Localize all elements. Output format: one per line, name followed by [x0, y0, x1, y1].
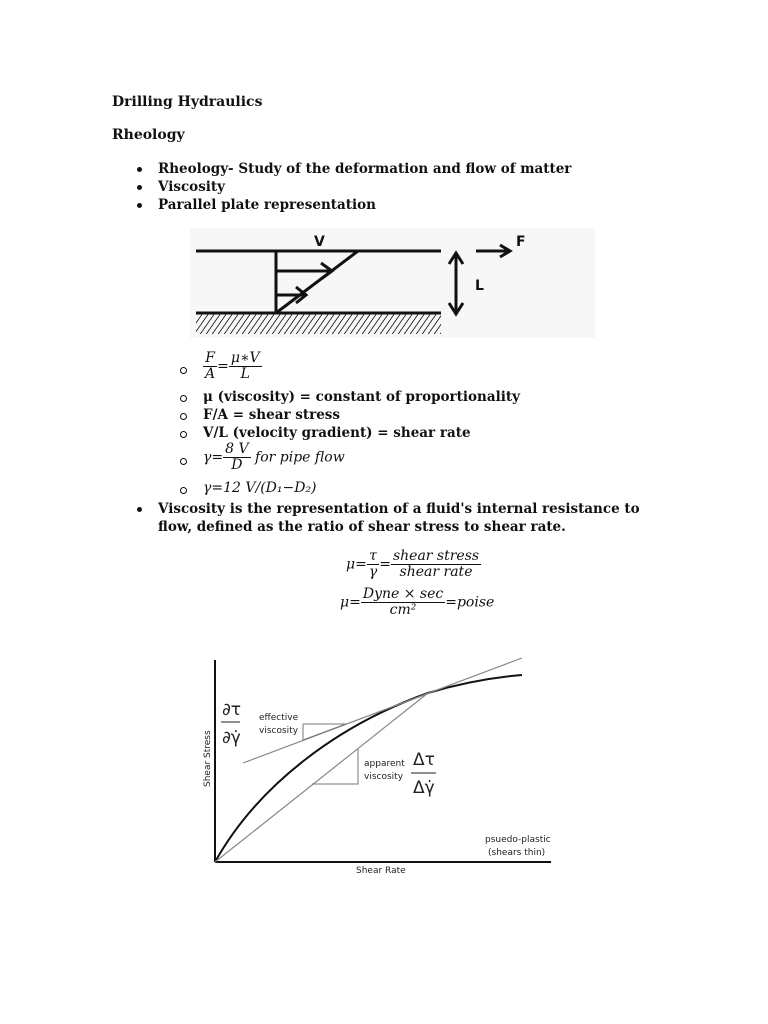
equation-poise-units: μ= $\frac{\text{Dyne × sec}}{\text{cm²}}$ =poise [340, 586, 495, 618]
effective-label-line1: effective [259, 713, 299, 723]
parallel-plate-diagram [190, 228, 595, 338]
derivative-numerator: ∂τ [222, 700, 242, 720]
bullet-dot [137, 185, 142, 190]
bullet-dot [137, 203, 142, 208]
effective-label-line2: viscosity [259, 726, 299, 736]
equation-viscosity-ratio: μ= $\frac{\tau}{\gamma}$ = $\frac{\text{shear stress}}{\text{shear rate}}$ [346, 548, 480, 580]
apparent-label-line1: apparent [364, 759, 405, 769]
sub-bullet-circle [180, 413, 187, 420]
derivative-denominator: ∂γ̇ [222, 728, 241, 748]
equation-pipe-flow: γ= $\frac{8 V}{D}$ for pipe flow [203, 441, 345, 473]
sub-bullet-circle [180, 367, 187, 374]
curve-label-line1: psuedo-plastic [485, 835, 551, 845]
curve-label-line2: (shears thin) [488, 848, 546, 858]
apparent-label-line2: viscosity [364, 772, 404, 782]
force-label: F [516, 234, 526, 250]
viscosity-definition: Viscosity is the representation of a fluid's internal resistance to flow, defined as the ratio of shear stress to shear rate. [158, 501, 640, 535]
delta-numerator: Δτ [413, 750, 435, 770]
bullet-parallel-plate: Parallel plate representation [158, 197, 376, 213]
bullet-rheology: Rheology- Study of the deformation and flow of matter [158, 161, 572, 177]
equation-f-over-a: $\frac{F}{A}$ = $\frac{\mu∗V}{L}$ [205, 350, 260, 382]
sub-bullet-shear-rate: V/L (velocity gradient) = shear rate [203, 425, 471, 441]
sub-bullet-shear-stress: F/A = shear stress [203, 407, 341, 423]
bullet-dot [137, 167, 142, 172]
document-title: Drilling Hydraulics [112, 94, 263, 110]
delta-denominator: Δγ̇ [413, 778, 435, 798]
bullet-dot [137, 507, 142, 512]
fixed-wall-hatching [196, 314, 441, 334]
velocity-label: V [314, 234, 325, 250]
sub-bullet-mu-definition: μ (viscosity) = constant of proportionality [203, 389, 520, 405]
bullet-viscosity: Viscosity [158, 179, 225, 195]
shear-stress-graph [198, 655, 563, 880]
sub-bullet-circle [180, 395, 187, 402]
gap-label: L [475, 278, 484, 294]
sub-bullet-circle [180, 487, 187, 494]
sub-bullet-circle [180, 431, 187, 438]
y-axis-label: Shear Stress [203, 730, 213, 787]
sub-bullet-circle [180, 458, 187, 465]
equation-annulus: γ=12 V/(D₁−D₂) [203, 480, 317, 496]
x-axis-label: Shear Rate [356, 866, 406, 876]
tangent-line [243, 658, 522, 763]
section-heading: Rheology [112, 127, 185, 143]
